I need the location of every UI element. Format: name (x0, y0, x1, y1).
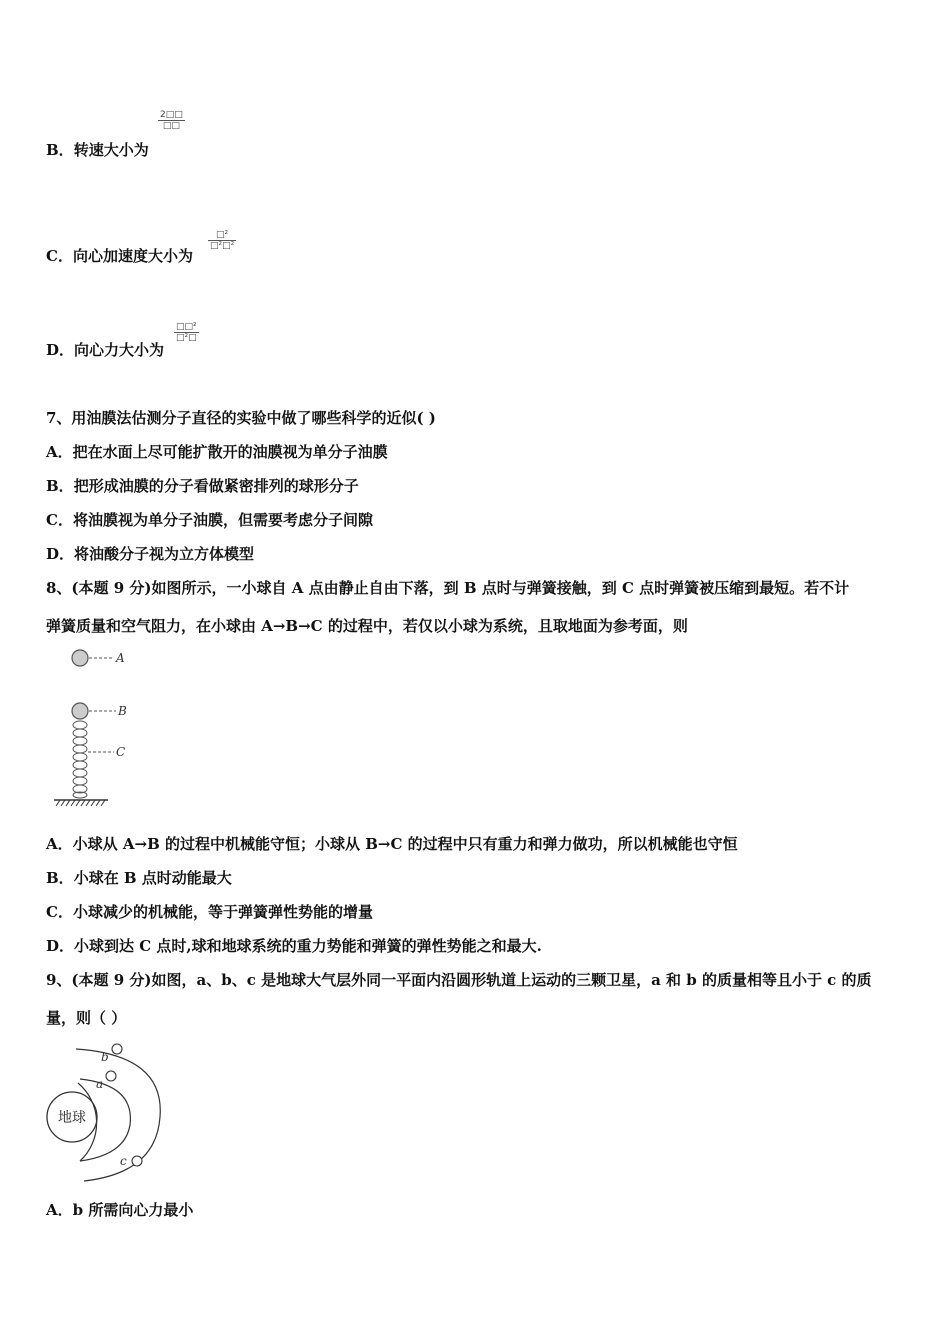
q8-option-d (46, 936, 542, 956)
q8-option-b (46, 868, 232, 888)
option-text: 小球在 B 点时动能最大 (73, 869, 232, 887)
q7-option-c (46, 510, 373, 530)
ball-b-icon (72, 703, 88, 719)
option-letter: C． (46, 511, 73, 529)
q6-option-d (46, 340, 164, 360)
option-letter: B． (46, 869, 74, 887)
option-text: 把形成油膜的分子看做紧密排列的球形分子 (73, 477, 359, 495)
fraction-numerator: □□² (176, 322, 197, 332)
ground-icon (54, 800, 108, 806)
fraction-numerator: 2□□ (160, 110, 183, 120)
q8-stem-line1: 8、(本题 9 分)如图所示，一小球自 A 点由静止自由下落，到 B 点时与弹簧接触，到 C 点时弹簧被压缩到最短。若不计 (46, 579, 850, 597)
fraction-denominator: □□ (162, 121, 180, 131)
option-text: 将油酸分子视为立方体模型 (74, 545, 255, 563)
option-text: 把在水面上尽可能扩散开的油膜视为单分子油膜 (72, 443, 388, 461)
spring-ball-figure (50, 645, 150, 810)
option-text: b 所需向心力最小 (72, 1201, 194, 1219)
option-text: 转速大小为 (73, 141, 149, 159)
satellite-a-icon (106, 1071, 116, 1081)
q6-option-b-fraction (158, 110, 185, 131)
option-text: 向心力大小为 (74, 341, 165, 359)
spring-icon (73, 721, 87, 798)
q6-option-d-fraction (174, 322, 199, 343)
q9-option-a (46, 1200, 193, 1220)
option-letter: B． (46, 141, 74, 159)
option-letter: A． (46, 835, 73, 853)
option-text: 小球到达 C 点时,球和地球系统的重力势能和弹簧的弹性势能之和最大. (74, 937, 542, 955)
label-a: a (96, 1077, 104, 1091)
q6-option-b (46, 140, 149, 160)
label-a: A (116, 651, 125, 665)
fraction-denominator: □²□ (176, 333, 197, 343)
ball-a-icon (72, 650, 88, 666)
option-text: 向心加速度大小为 (72, 247, 193, 265)
option-letter: D． (46, 937, 75, 955)
label-c: c (120, 1154, 127, 1168)
q8-stem-line2: 弹簧质量和空气阻力，在小球由 A→B→C 的过程中，若仅以小球为系统，且取地面为参考面，则 (46, 617, 688, 635)
q7-option-a (46, 442, 388, 462)
q7-option-b (46, 476, 359, 496)
option-letter: B． (46, 477, 74, 495)
q7-stem: 7、用油膜法估测分子直径的实验中做了哪些科学的近似( ) (46, 409, 436, 427)
satellite-orbit-figure (40, 1035, 175, 1185)
label-b: b (101, 1050, 109, 1064)
option-letter: D． (46, 545, 75, 563)
q6-option-c-fraction (208, 230, 236, 251)
option-letter: A． (46, 1201, 73, 1219)
option-letter: A． (46, 443, 73, 461)
q6-option-c (46, 246, 193, 266)
option-letter: C． (46, 247, 73, 265)
option-text: 将油膜视为单分子油膜，但需要考虑分子间隙 (72, 511, 373, 529)
fraction-numerator: □² (208, 230, 236, 241)
q8-option-c (46, 902, 373, 922)
option-text: 小球减少的机械能，等于弹簧弹性势能的增量 (72, 903, 373, 921)
q8-option-a (46, 834, 738, 854)
q9-stem-line2: 量，则（ ） (46, 1009, 127, 1027)
option-letter: C． (46, 903, 73, 921)
label-c: C (116, 745, 126, 759)
label-earth: 地球 (58, 1110, 86, 1126)
q9-stem-line1: 9、(本题 9 分)如图，a、b、c 是地球大气层外同一平面内沿圆形轨道上运动的三颗卫星，a 和 b 的质量相等且小于 c 的质 (46, 971, 872, 989)
label-b: B (118, 704, 127, 718)
satellite-c-icon (132, 1156, 142, 1166)
q7-option-d (46, 544, 254, 564)
option-letter: D． (46, 341, 75, 359)
satellite-b-icon (112, 1044, 122, 1054)
option-text: 小球从 A→B 的过程中机械能守恒；小球从 B→C 的过程中只有重力和弹力做功，所以机械能也守恒 (72, 835, 738, 853)
fraction-denominator: □²□² (210, 241, 235, 251)
